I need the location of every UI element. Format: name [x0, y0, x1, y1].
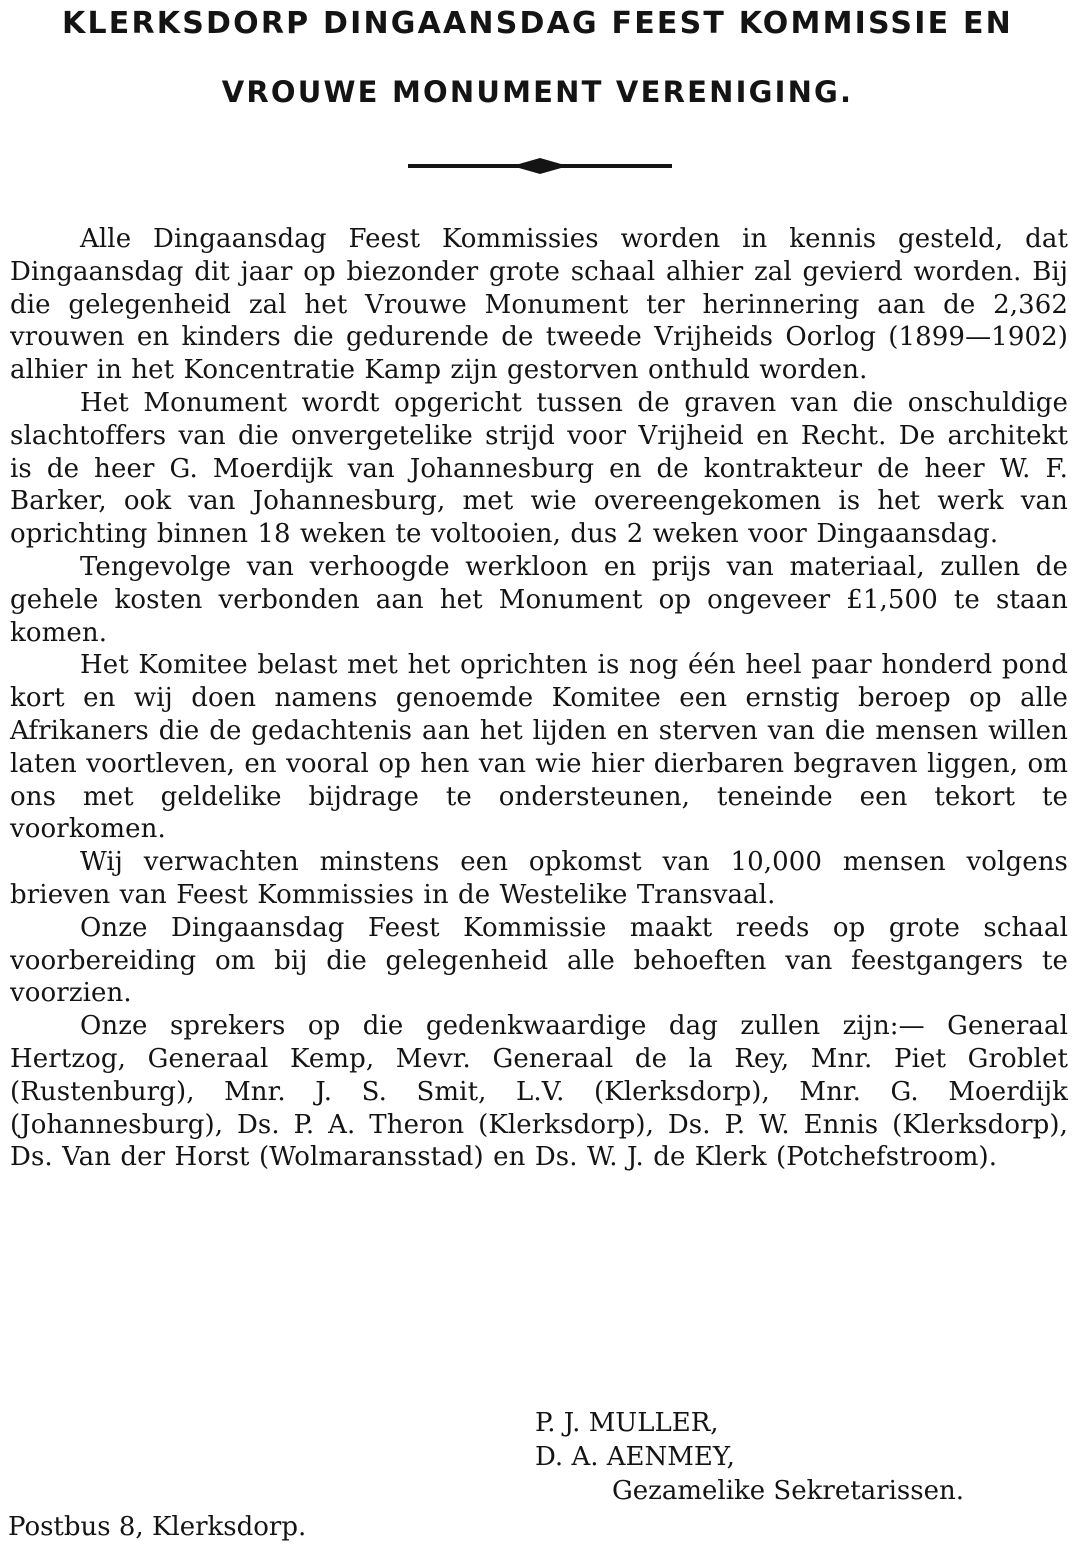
- signatory-2: D. A. AENMEY,: [535, 1442, 735, 1472]
- paragraph-costs: Tengevolge van verhoogde werkloon en prijs van materiaal, zullen de gehele kosten verbonden aan het Monument op ongeveer £1,500 te staan komen.: [10, 551, 1068, 648]
- notice-title-line-2: VROUWE MONUMENT VERENIGING.: [221, 75, 854, 109]
- double-pointed-rule-icon: [408, 157, 672, 175]
- paragraph-monument: Het Monument wordt opgericht tussen de graven van die onschuldige slachtoffers van die onvergetelike strijd voor Vrijheid en Recht. De architekt is de heer G. Moerdijk van Johannesburg en de kontrakteur de heer W. F. Barker, ook van Johannesburg, met wie overeengekomen is het werk van oprichting binnen 18 weken te voltooien, dus 2 weken voor Dingaansdag.: [10, 387, 1068, 550]
- paragraph-announcement: Alle Dingaansdag Feest Kommissies worden in kennis gesteld, dat Dingaansdag dit jaar op biezonder grote schaal alhier zal gevierd worden. Bij die gelegenheid zal het Vrouwe Monument ter herinnering aan de 2,362 vrouwen en kinders die gedurende de tweede Vrijheids Oorlog (1899—1902) alhier in het Koncentratie Kamp zijn gestorven onthuld worden.: [10, 224, 1068, 386]
- signatory-role: Gezamelike Sekretarissen.: [612, 1476, 964, 1506]
- paragraph-speakers: Onze sprekers op die gedenkwaardige dag zullen zijn:— Generaal Hertzog, Generaal Kemp, Mevr. Generaal de la Rey, Mnr. Piet Groblet (Rustenburg), Mnr. J. S. Smit, L.V. (Klerksdorp), Mnr. G. Moerdijk (Johannesburg), Ds. P. A. Theron (Klerksdorp), Ds. P. W. Ennis (Klerksdorp), Ds. Van der Horst (Wolmaransstad) en Ds. W. J. de Klerk (Potchefstroom).: [10, 1011, 1068, 1173]
- signatory-1: P. J. MULLER,: [535, 1408, 719, 1438]
- paragraph-preparation: Onze Dingaansdag Feest Kommissie maakt reeds op grote schaal voorbereiding om bij die gelegenheid alle behoeften van feestgangers te voorzien.: [10, 912, 1068, 1009]
- paragraph-appeal: Het Komitee belast met het oprichten is nog één heel paar honderd pond kort en wij doen namens genoemde Komitee een ernstig beroep op alle Afrikaners die de gedachtenis aan het lijden en sterven van die mensen willen laten voortleven, en vooral op hen van wie hier dierbaren begraven liggen, om ons met geldelike bijdrage te ondersteunen, teneinde een tekort te voorkomen.: [10, 650, 1068, 845]
- notice-title-line-1: KLERKSDORP DINGAANSDAG FEEST KOMMISSIE EN: [62, 6, 1013, 41]
- paragraph-attendance: Wij verwachten minstens een opkomst van 10,000 mensen volgens brieven van Feest Kommissies in de Westelike Transvaal.: [10, 847, 1068, 910]
- postal-address: Postbus 8, Klerksdorp.: [8, 1512, 307, 1542]
- notice-body: [10, 223, 1068, 1174]
